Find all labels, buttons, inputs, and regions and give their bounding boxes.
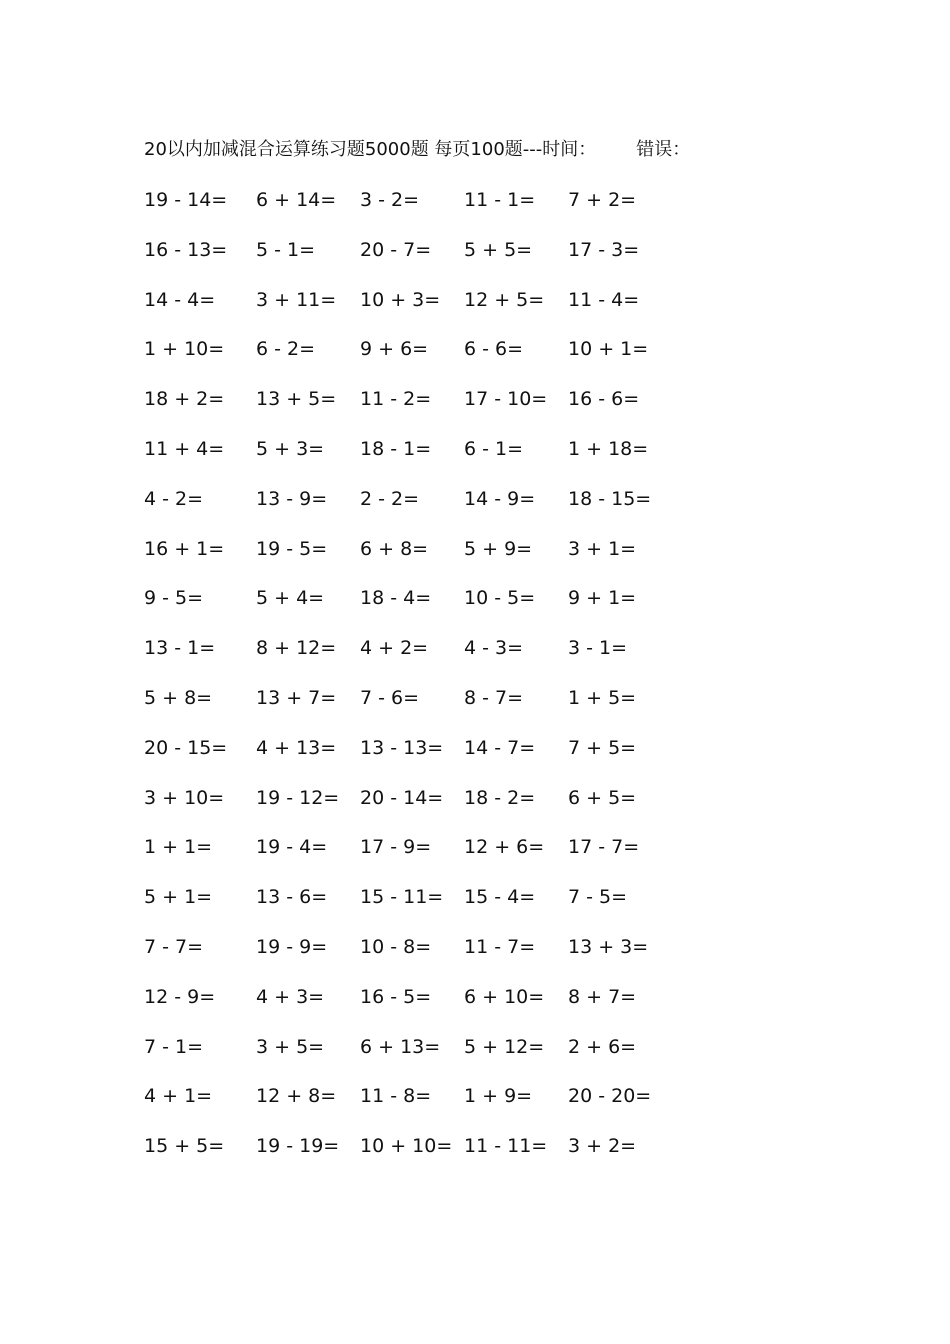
problem-item: 4 + 3= [256,985,325,1008]
problem-item: 11 + 4= [144,437,225,460]
problem-item: 9 + 1= [568,587,637,610]
problem-item: 5 + 4= [256,587,325,610]
problem-item: 7 - 5= [568,886,628,909]
problem-item: 16 - 13= [144,238,228,261]
problem-item: 17 - 3= [568,238,640,261]
problem-item: 14 - 9= [464,487,536,510]
worksheet-title: 20以内加减混合运算练习题5000题 每页100题---时间： [144,139,597,160]
problem-item: 18 - 2= [464,786,536,809]
problem-item: 4 + 13= [256,736,337,759]
problem-item: 11 - 2= [360,388,432,411]
problem-item: 3 + 10= [144,786,225,809]
problem-item: 7 + 2= [568,189,637,211]
problem-item: 5 + 3= [256,437,325,460]
problem-item: 8 + 7= [568,985,637,1008]
problem-item: 6 - 1= [464,437,524,460]
problem-item: 14 - 4= [144,288,216,311]
problem-item: 4 - 3= [464,637,524,660]
problem-item: 11 - 4= [568,288,640,311]
problem-item: 19 - 12= [256,786,340,809]
problem-item: 14 - 7= [464,736,536,759]
problem-item: 19 - 4= [256,836,328,859]
problem-item: 1 + 18= [568,437,649,460]
problem-item: 1 + 5= [568,686,637,709]
problem-item: 20 - 14= [360,786,444,809]
worksheet-header [144,136,690,164]
problem-item: 20 - 20= [568,1085,652,1108]
problem-item: 13 - 1= [144,637,216,660]
problem-item: 15 - 11= [360,886,444,909]
problem-item: 12 - 9= [144,985,216,1008]
problem-item: 6 + 5= [568,786,637,809]
problem-item: 11 - 11= [464,1135,548,1158]
problem-item: 10 - 8= [360,935,432,958]
problem-item: 10 - 5= [464,587,536,610]
problem-item: 12 + 5= [464,288,545,311]
problem-item: 12 + 6= [464,836,545,859]
problem-item: 6 + 14= [256,189,337,211]
problem-item: 17 - 10= [464,388,548,411]
problem-item: 10 + 3= [360,288,441,311]
problem-item: 13 + 7= [256,686,337,709]
problem-item: 18 + 2= [144,388,225,411]
problem-item: 4 + 2= [360,637,429,660]
problem-item: 2 + 6= [568,1035,637,1058]
problem-item: 5 + 9= [464,537,533,560]
problem-item: 3 + 5= [256,1035,325,1058]
problem-item: 13 - 6= [256,886,328,909]
problem-item: 16 - 5= [360,985,432,1008]
problem-item: 13 - 13= [360,736,444,759]
problem-item: 10 + 1= [568,338,649,361]
problem-item: 5 + 5= [464,238,533,261]
problem-item: 5 + 8= [144,686,213,709]
problem-item: 3 + 2= [568,1135,637,1158]
problem-item: 6 + 13= [360,1035,441,1058]
problem-item: 3 - 1= [568,637,628,660]
problem-item: 10 + 10= [360,1135,453,1158]
problem-item: 20 - 7= [360,238,432,261]
problem-item: 1 + 9= [464,1085,533,1108]
problem-item: 6 + 10= [464,985,545,1008]
problem-item: 11 - 8= [360,1085,432,1108]
problem-item: 9 - 5= [144,587,204,610]
problem-item: 7 - 1= [144,1035,204,1058]
problem-item: 19 - 9= [256,935,328,958]
problem-item: 2 - 2= [360,487,420,510]
problem-item: 20 - 15= [144,736,228,759]
problem-item: 4 + 1= [144,1085,213,1108]
errors-label: 错误： [636,139,691,160]
problem-item: 15 + 5= [144,1135,225,1158]
problem-item: 16 + 1= [144,537,225,560]
problem-item: 8 - 7= [464,686,524,709]
problem-item: 1 + 10= [144,338,225,361]
problem-item: 5 + 1= [144,886,213,909]
problem-item: 18 - 4= [360,587,432,610]
problem-item: 13 + 5= [256,388,337,411]
problem-item: 5 - 1= [256,238,316,261]
problem-item: 19 - 5= [256,537,328,560]
problem-item: 11 - 7= [464,935,536,958]
problem-item: 18 - 15= [568,487,652,510]
problem-item: 8 + 12= [256,637,337,660]
problem-item: 6 + 8= [360,537,429,560]
problem-item: 17 - 7= [568,836,640,859]
problem-item: 6 - 6= [464,338,524,361]
problem-item: 3 + 11= [256,288,337,311]
problem-item: 5 + 12= [464,1035,545,1058]
problem-item: 16 - 6= [568,388,640,411]
problem-item: 4 - 2= [144,487,204,510]
problem-item: 7 - 6= [360,686,420,709]
problem-item: 11 - 1= [464,189,536,211]
problem-item: 1 + 1= [144,836,213,859]
problem-item: 9 + 6= [360,338,429,361]
problem-item: 19 - 14= [144,189,228,211]
problem-item: 15 - 4= [464,886,536,909]
problem-item: 13 + 3= [568,935,649,958]
problem-item: 13 - 9= [256,487,328,510]
problem-item: 18 - 1= [360,437,432,460]
problem-item: 17 - 9= [360,836,432,859]
problem-item: 3 + 1= [568,537,637,560]
problem-item: 6 - 2= [256,338,316,361]
problem-item: 7 + 5= [568,736,637,759]
problem-item: 19 - 19= [256,1135,340,1158]
problem-item: 12 + 8= [256,1085,337,1108]
problem-item: 7 - 7= [144,935,204,958]
problem-item: 3 - 2= [360,189,420,211]
